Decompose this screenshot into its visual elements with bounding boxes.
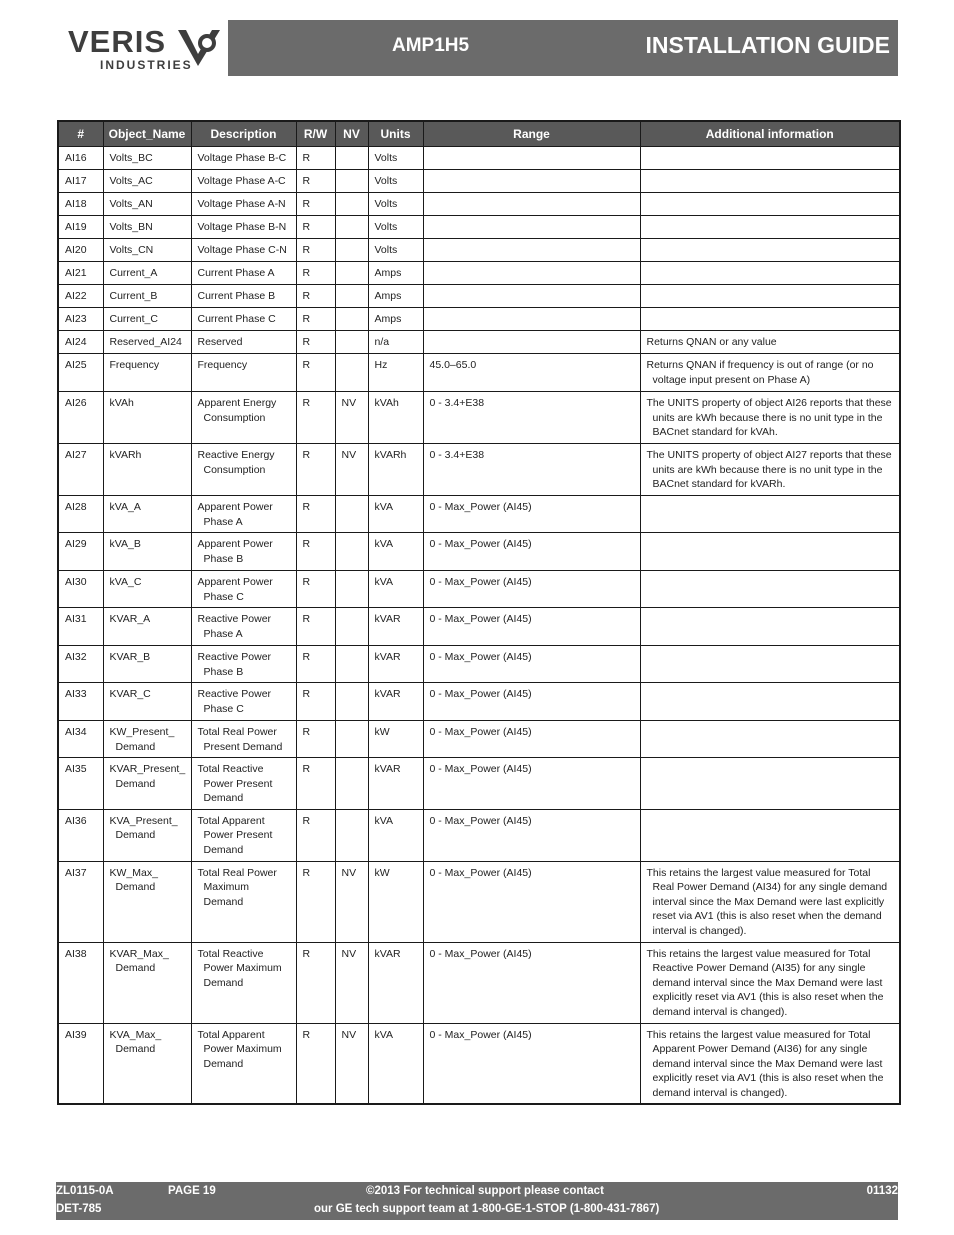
logo-wordmark: VERIS bbox=[68, 24, 167, 59]
nv-flag-cell bbox=[335, 533, 368, 571]
units-cell: kVAR bbox=[368, 683, 423, 721]
additional-info-cell bbox=[640, 758, 900, 810]
object-name-cell: Volts_BN bbox=[103, 216, 191, 239]
nv-flag-cell bbox=[335, 496, 368, 533]
table-row bbox=[58, 170, 900, 193]
read-write-cell: R bbox=[296, 809, 335, 861]
additional-info-cell bbox=[640, 646, 900, 683]
object-description-cell: Voltage Phase C-N bbox=[191, 239, 296, 262]
footer-doc-code: ZL0115-0A bbox=[56, 1185, 114, 1197]
object-number-cell: AI17 bbox=[58, 170, 103, 193]
object-name-cell: kVA_C bbox=[103, 571, 191, 608]
table-row bbox=[58, 444, 900, 496]
additional-info-cell: Returns QNAN or any value bbox=[640, 331, 900, 354]
nv-flag-cell bbox=[335, 285, 368, 308]
units-cell: kVAR bbox=[368, 942, 423, 1023]
table-row bbox=[58, 193, 900, 216]
read-write-cell: R bbox=[296, 721, 335, 758]
object-description-cell: Total Reactive Power Maximum Demand bbox=[191, 942, 296, 1023]
nv-flag-cell bbox=[335, 216, 368, 239]
units-cell: kVAh bbox=[368, 392, 423, 444]
column-header: Description bbox=[191, 121, 296, 147]
object-name-cell: KVAR_Present_ Demand bbox=[103, 758, 191, 810]
range-cell bbox=[423, 216, 640, 239]
object-description-cell: Voltage Phase B-N bbox=[191, 216, 296, 239]
column-header: Additional information bbox=[640, 121, 900, 147]
range-cell: 0 - Max_Power (AI45) bbox=[423, 861, 640, 942]
units-cell: kVAR bbox=[368, 608, 423, 646]
read-write-cell: R bbox=[296, 239, 335, 262]
read-write-cell: R bbox=[296, 683, 335, 721]
additional-info-cell: Returns QNAN if frequency is out of range (or no voltage input present on Phase A) bbox=[640, 354, 900, 392]
units-cell: n/a bbox=[368, 331, 423, 354]
object-name-cell: Current_C bbox=[103, 308, 191, 331]
footer-page-number: PAGE 19 bbox=[168, 1185, 216, 1197]
additional-info-cell: The UNITS property of object AI27 reports that these units are kWh because there is no unit type in the BACnet standard for kVARh. bbox=[640, 444, 900, 496]
units-cell: kW bbox=[368, 861, 423, 942]
object-description-cell: Reactive Power Phase A bbox=[191, 608, 296, 646]
object-number-cell: AI31 bbox=[58, 608, 103, 646]
product-name: AMP1H5 bbox=[392, 35, 470, 56]
read-write-cell: R bbox=[296, 861, 335, 942]
read-write-cell: R bbox=[296, 533, 335, 571]
additional-info-cell bbox=[640, 239, 900, 262]
range-cell: 0 - Max_Power (AI45) bbox=[423, 1023, 640, 1104]
object-description-cell: Reactive Power Phase C bbox=[191, 683, 296, 721]
footer-copyright: ©2013 For technical support please contact bbox=[366, 1185, 604, 1197]
object-number-cell: AI24 bbox=[58, 331, 103, 354]
range-cell: 0 - Max_Power (AI45) bbox=[423, 533, 640, 571]
units-cell: kW bbox=[368, 721, 423, 758]
object-number-cell: AI26 bbox=[58, 392, 103, 444]
range-cell: 0 - Max_Power (AI45) bbox=[423, 683, 640, 721]
object-number-cell: AI37 bbox=[58, 861, 103, 942]
range-cell: 0 - Max_Power (AI45) bbox=[423, 646, 640, 683]
table-body bbox=[58, 147, 900, 1105]
nv-flag-cell bbox=[335, 721, 368, 758]
object-name-cell: Current_B bbox=[103, 285, 191, 308]
additional-info-cell bbox=[640, 809, 900, 861]
object-number-cell: AI32 bbox=[58, 646, 103, 683]
range-cell bbox=[423, 331, 640, 354]
range-cell: 0 - 3.4+E38 bbox=[423, 392, 640, 444]
range-cell: 0 - Max_Power (AI45) bbox=[423, 496, 640, 533]
additional-info-cell bbox=[640, 571, 900, 608]
object-name-cell: KVAR_C bbox=[103, 683, 191, 721]
page-footer bbox=[56, 1182, 898, 1220]
column-header: NV bbox=[335, 121, 368, 147]
table-row bbox=[58, 262, 900, 285]
object-name-cell: Reserved_AI24 bbox=[103, 331, 191, 354]
object-name-cell: KW_Present_ Demand bbox=[103, 721, 191, 758]
table-row bbox=[58, 861, 900, 942]
additional-info-cell: This retains the largest value measured for Total Reactive Power Demand (AI35) for any single demand interval since the Max Demand were last explicitly reset via AV1 (this is also reset when the demand interval is changed). bbox=[640, 942, 900, 1023]
units-cell: Volts bbox=[368, 216, 423, 239]
additional-info-cell bbox=[640, 193, 900, 216]
additional-info-cell: This retains the largest value measured for Total Real Power Demand (AI34) for any single demand interval since the Max Demand were last explicitly reset via AV1 (this is also reset when the demand interval is changed). bbox=[640, 861, 900, 942]
units-cell: kVA bbox=[368, 533, 423, 571]
object-name-cell: KVAR_Max_ Demand bbox=[103, 942, 191, 1023]
units-cell: Amps bbox=[368, 308, 423, 331]
object-description-cell: Voltage Phase A-C bbox=[191, 170, 296, 193]
units-cell: Amps bbox=[368, 285, 423, 308]
units-cell: kVA bbox=[368, 1023, 423, 1104]
object-name-cell: Volts_AC bbox=[103, 170, 191, 193]
read-write-cell: R bbox=[296, 354, 335, 392]
object-number-cell: AI23 bbox=[58, 308, 103, 331]
nv-flag-cell: NV bbox=[335, 444, 368, 496]
table-row bbox=[58, 721, 900, 758]
column-header: Object_Name bbox=[103, 121, 191, 147]
table-row bbox=[58, 331, 900, 354]
object-name-cell: Volts_CN bbox=[103, 239, 191, 262]
object-description-cell: Total Reactive Power Present Demand bbox=[191, 758, 296, 810]
object-number-cell: AI25 bbox=[58, 354, 103, 392]
table-row bbox=[58, 571, 900, 608]
table-row bbox=[58, 285, 900, 308]
range-cell: 0 - Max_Power (AI45) bbox=[423, 758, 640, 810]
object-number-cell: AI29 bbox=[58, 533, 103, 571]
column-header: # bbox=[58, 121, 103, 147]
units-cell: Volts bbox=[368, 147, 423, 170]
object-description-cell: Apparent Energy Consumption bbox=[191, 392, 296, 444]
units-cell: Hz bbox=[368, 354, 423, 392]
object-description-cell: Total Apparent Power Present Demand bbox=[191, 809, 296, 861]
nv-flag-cell bbox=[335, 571, 368, 608]
object-number-cell: AI39 bbox=[58, 1023, 103, 1104]
table-row bbox=[58, 354, 900, 392]
read-write-cell: R bbox=[296, 193, 335, 216]
nv-flag-cell: NV bbox=[335, 942, 368, 1023]
nv-flag-cell bbox=[335, 646, 368, 683]
additional-info-cell: The UNITS property of object AI26 reports that these units are kWh because there is no unit type in the BACnet standard for kVAh. bbox=[640, 392, 900, 444]
range-cell bbox=[423, 285, 640, 308]
table-row bbox=[58, 608, 900, 646]
table-header-row bbox=[58, 121, 900, 147]
table-row bbox=[58, 216, 900, 239]
table-row bbox=[58, 758, 900, 810]
nv-flag-cell bbox=[335, 170, 368, 193]
object-name-cell: kVARh bbox=[103, 444, 191, 496]
object-description-cell: Reactive Energy Consumption bbox=[191, 444, 296, 496]
additional-info-cell bbox=[640, 308, 900, 331]
read-write-cell: R bbox=[296, 308, 335, 331]
object-number-cell: AI16 bbox=[58, 147, 103, 170]
units-cell: Amps bbox=[368, 262, 423, 285]
read-write-cell: R bbox=[296, 942, 335, 1023]
units-cell: kVA bbox=[368, 496, 423, 533]
object-number-cell: AI30 bbox=[58, 571, 103, 608]
units-cell: Volts bbox=[368, 170, 423, 193]
object-description-cell: Voltage Phase B-C bbox=[191, 147, 296, 170]
object-description-cell: Apparent Power Phase B bbox=[191, 533, 296, 571]
additional-info-cell bbox=[640, 285, 900, 308]
range-cell: 0 - Max_Power (AI45) bbox=[423, 608, 640, 646]
units-cell: kVA bbox=[368, 571, 423, 608]
read-write-cell: R bbox=[296, 170, 335, 193]
object-name-cell: KVAR_B bbox=[103, 646, 191, 683]
table-row bbox=[58, 308, 900, 331]
footer-det: DET-785 bbox=[56, 1203, 102, 1215]
nv-flag-cell: NV bbox=[335, 392, 368, 444]
units-cell: Volts bbox=[368, 239, 423, 262]
read-write-cell: R bbox=[296, 571, 335, 608]
object-description-cell: Reactive Power Phase B bbox=[191, 646, 296, 683]
units-cell: kVA bbox=[368, 809, 423, 861]
object-description-cell: Reserved bbox=[191, 331, 296, 354]
object-name-cell: kVA_A bbox=[103, 496, 191, 533]
table-row bbox=[58, 683, 900, 721]
object-name-cell: Current_A bbox=[103, 262, 191, 285]
object-description-cell: Apparent Power Phase A bbox=[191, 496, 296, 533]
range-cell bbox=[423, 262, 640, 285]
read-write-cell: R bbox=[296, 496, 335, 533]
nv-flag-cell bbox=[335, 239, 368, 262]
range-cell: 0 - Max_Power (AI45) bbox=[423, 721, 640, 758]
range-cell bbox=[423, 170, 640, 193]
object-description-cell: Apparent Power Phase C bbox=[191, 571, 296, 608]
range-cell bbox=[423, 193, 640, 216]
read-write-cell: R bbox=[296, 444, 335, 496]
read-write-cell: R bbox=[296, 216, 335, 239]
table-row bbox=[58, 942, 900, 1023]
read-write-cell: R bbox=[296, 758, 335, 810]
object-description-cell: Voltage Phase A-N bbox=[191, 193, 296, 216]
table-row bbox=[58, 147, 900, 170]
table-row bbox=[58, 239, 900, 262]
read-write-cell: R bbox=[296, 285, 335, 308]
range-cell: 0 - Max_Power (AI45) bbox=[423, 571, 640, 608]
column-header: Range bbox=[423, 121, 640, 147]
nv-flag-cell bbox=[335, 608, 368, 646]
nv-flag-cell: NV bbox=[335, 1023, 368, 1104]
nv-flag-cell bbox=[335, 308, 368, 331]
nv-flag-cell bbox=[335, 331, 368, 354]
object-description-cell: Total Real Power Present Demand bbox=[191, 721, 296, 758]
object-name-cell: kVA_B bbox=[103, 533, 191, 571]
table-row bbox=[58, 392, 900, 444]
nv-flag-cell bbox=[335, 683, 368, 721]
object-number-cell: AI35 bbox=[58, 758, 103, 810]
additional-info-cell bbox=[640, 147, 900, 170]
units-cell: kVAR bbox=[368, 758, 423, 810]
object-name-cell: KVA_Max_ Demand bbox=[103, 1023, 191, 1104]
nv-flag-cell bbox=[335, 758, 368, 810]
read-write-cell: R bbox=[296, 608, 335, 646]
read-write-cell: R bbox=[296, 331, 335, 354]
range-cell: 0 - 3.4+E38 bbox=[423, 444, 640, 496]
nv-flag-cell bbox=[335, 809, 368, 861]
column-header: R/W bbox=[296, 121, 335, 147]
range-cell bbox=[423, 147, 640, 170]
object-number-cell: AI21 bbox=[58, 262, 103, 285]
additional-info-cell bbox=[640, 608, 900, 646]
object-number-cell: AI28 bbox=[58, 496, 103, 533]
object-number-cell: AI18 bbox=[58, 193, 103, 216]
object-number-cell: AI34 bbox=[58, 721, 103, 758]
read-write-cell: R bbox=[296, 1023, 335, 1104]
footer-support: our GE tech support team at 1-800-GE-1-STOP (1-800-431-7867) bbox=[314, 1203, 660, 1215]
object-number-cell: AI19 bbox=[58, 216, 103, 239]
object-number-cell: AI27 bbox=[58, 444, 103, 496]
units-cell: kVAR bbox=[368, 646, 423, 683]
object-description-cell: Current Phase B bbox=[191, 285, 296, 308]
object-number-cell: AI36 bbox=[58, 809, 103, 861]
table-row bbox=[58, 809, 900, 861]
range-cell: 0 - Max_Power (AI45) bbox=[423, 809, 640, 861]
object-name-cell: KVAR_A bbox=[103, 608, 191, 646]
footer-doc-number: 01132 bbox=[866, 1185, 898, 1197]
nv-flag-cell bbox=[335, 262, 368, 285]
table-row bbox=[58, 646, 900, 683]
table-row bbox=[58, 496, 900, 533]
additional-info-cell bbox=[640, 216, 900, 239]
nv-flag-cell bbox=[335, 354, 368, 392]
logo-subtitle: INDUSTRIES bbox=[100, 58, 193, 72]
object-description-cell: Total Real Power Maximum Demand bbox=[191, 861, 296, 942]
read-write-cell: R bbox=[296, 646, 335, 683]
object-name-cell: Volts_BC bbox=[103, 147, 191, 170]
veris-logo bbox=[56, 20, 228, 76]
object-number-cell: AI38 bbox=[58, 942, 103, 1023]
object-description-cell: Current Phase A bbox=[191, 262, 296, 285]
range-cell bbox=[423, 308, 640, 331]
nv-flag-cell bbox=[335, 147, 368, 170]
read-write-cell: R bbox=[296, 262, 335, 285]
object-name-cell: KVA_Present_ Demand bbox=[103, 809, 191, 861]
column-header: Units bbox=[368, 121, 423, 147]
additional-info-cell bbox=[640, 533, 900, 571]
range-cell: 0 - Max_Power (AI45) bbox=[423, 942, 640, 1023]
object-number-cell: AI20 bbox=[58, 239, 103, 262]
range-cell: 45.0–65.0 bbox=[423, 354, 640, 392]
object-description-cell: Total Apparent Power Maximum Demand bbox=[191, 1023, 296, 1104]
bacnet-objects-table bbox=[57, 120, 901, 1105]
range-cell bbox=[423, 239, 640, 262]
additional-info-cell bbox=[640, 683, 900, 721]
object-name-cell: kVAh bbox=[103, 392, 191, 444]
additional-info-cell: This retains the largest value measured for Total Apparent Power Demand (AI36) for any single demand interval since the Max Demand were last explicitly reset via AV1 (this is also reset when the demand interval is changed). bbox=[640, 1023, 900, 1104]
additional-info-cell bbox=[640, 496, 900, 533]
object-number-cell: AI33 bbox=[58, 683, 103, 721]
additional-info-cell bbox=[640, 170, 900, 193]
read-write-cell: R bbox=[296, 392, 335, 444]
object-description-cell: Frequency bbox=[191, 354, 296, 392]
units-cell: Volts bbox=[368, 193, 423, 216]
object-description-cell: Current Phase C bbox=[191, 308, 296, 331]
additional-info-cell bbox=[640, 262, 900, 285]
table-row bbox=[58, 533, 900, 571]
object-number-cell: AI22 bbox=[58, 285, 103, 308]
object-name-cell: Frequency bbox=[103, 354, 191, 392]
nv-flag-cell: NV bbox=[335, 861, 368, 942]
nv-flag-cell bbox=[335, 193, 368, 216]
units-cell: kVARh bbox=[368, 444, 423, 496]
read-write-cell: R bbox=[296, 147, 335, 170]
object-name-cell: KW_Max_ Demand bbox=[103, 861, 191, 942]
table-row bbox=[58, 1023, 900, 1104]
document-title: INSTALLATION GUIDE bbox=[645, 32, 890, 58]
object-name-cell: Volts_AN bbox=[103, 193, 191, 216]
page-header bbox=[56, 20, 898, 76]
additional-info-cell bbox=[640, 721, 900, 758]
